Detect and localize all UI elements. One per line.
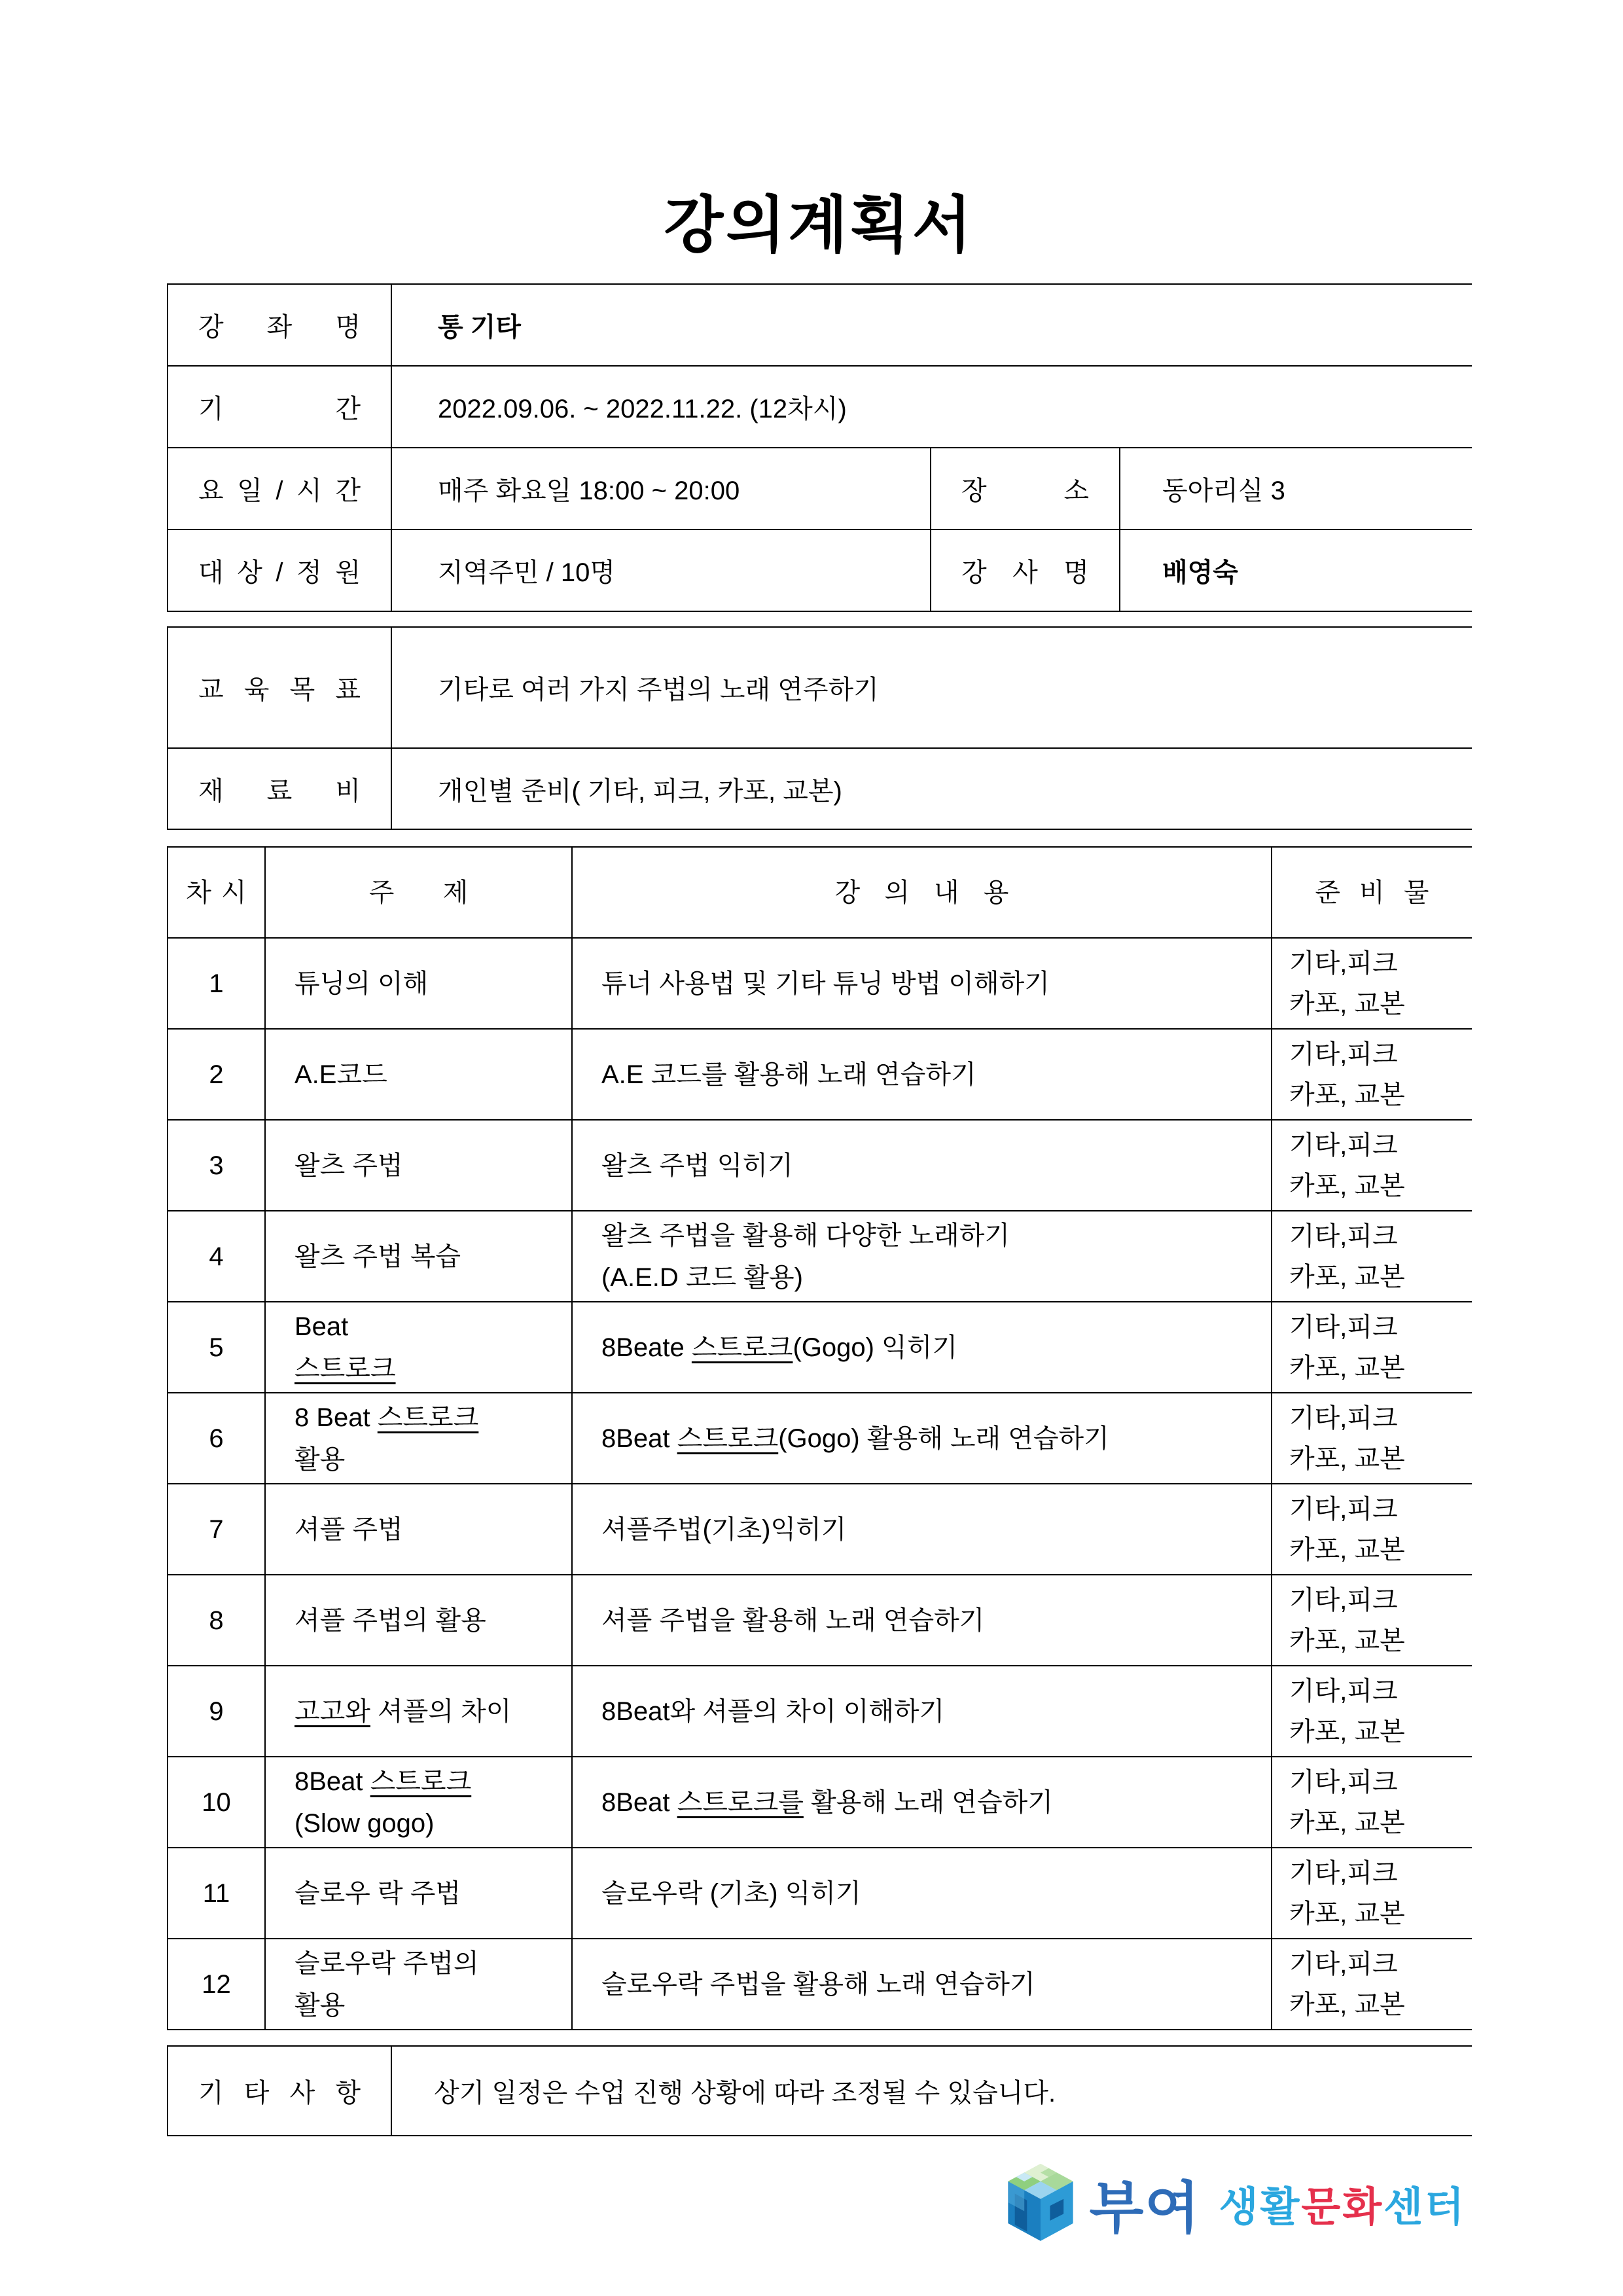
text: 튜너 사용법 및 기타 튜닝 방법 이해하기 (601, 969, 1050, 998)
cube-logo-icon (1007, 2164, 1075, 2242)
goal-label: 교 육 목 표 (168, 627, 391, 748)
session-topic (265, 1939, 572, 2030)
underlined-text: 스트로크 (677, 1424, 779, 1453)
schedule-row (168, 1575, 1472, 1666)
session-content (572, 1120, 1272, 1211)
target-capacity-value: 지역주민 / 10명 (391, 529, 931, 611)
text: 셔플의 차이 (370, 1696, 512, 1726)
underlined-text: 스트로크 (377, 1403, 479, 1432)
session-content (572, 938, 1272, 1029)
instructor-label: 강 사 명 (931, 529, 1120, 611)
table-row (168, 529, 1472, 611)
session-number: 1 (168, 938, 265, 1029)
session-topic (265, 1393, 572, 1484)
schedule-row (168, 1302, 1472, 1393)
session-materials (1272, 1575, 1472, 1666)
period-label: 기 간 (168, 366, 391, 448)
session-materials (1272, 938, 1472, 1029)
session-materials (1272, 1029, 1472, 1120)
brand-subtitle-part: 문화 (1301, 2184, 1384, 2230)
text: 셔플 주법 (294, 1515, 403, 1544)
session-topic (265, 1029, 572, 1120)
session-topic (265, 1211, 572, 1302)
header-content: 강 의 내 용 (572, 847, 1272, 938)
materials-line: 기타,피크 (1289, 1494, 1398, 1524)
materials-line: 기타,피크 (1289, 1403, 1398, 1433)
table-row (168, 284, 1472, 366)
session-content (572, 1211, 1272, 1302)
session-topic (265, 938, 572, 1029)
schedule-row (168, 1757, 1472, 1848)
text: 8Beat (601, 1424, 677, 1453)
text: 튜닝의 이해 (294, 969, 429, 998)
goal-fee-table (167, 626, 1472, 830)
session-number: 2 (168, 1029, 265, 1120)
text: (Gogo) 익히기 (793, 1333, 957, 1362)
schedule-header-row (168, 847, 1472, 938)
header-materials: 준 비 물 (1272, 847, 1472, 938)
materials-line: 카포, 교본 (1289, 1262, 1405, 1291)
text: 슬로우 락 주법 (294, 1878, 461, 1908)
schedule-row (168, 1939, 1472, 2030)
session-topic (265, 1484, 572, 1575)
material-fee-value: 개인별 준비( 기타, 피크, 카포, 교본) (391, 748, 1472, 829)
session-materials (1272, 1393, 1472, 1484)
table-row (168, 366, 1472, 448)
session-content (572, 1666, 1272, 1757)
session-number: 12 (168, 1939, 265, 2030)
schedule-row (168, 938, 1472, 1029)
text: 셔플 주법을 활용해 노래 연습하기 (601, 1605, 985, 1635)
course-name-value: 통 기타 (391, 284, 1472, 366)
materials-line: 기타,피크 (1289, 1767, 1398, 1797)
note-table (167, 2045, 1472, 2136)
brand-subtitle (1219, 2174, 1466, 2233)
text: Beat (294, 1312, 349, 1341)
materials-line: 카포, 교본 (1289, 1535, 1405, 1564)
brand-subtitle-part: 센터 (1383, 2184, 1466, 2230)
target-capacity-label: 대 상 / 정 원 (168, 529, 391, 611)
table-row (168, 627, 1472, 748)
text: 8Beat와 셔플의 차이 이해하기 (601, 1696, 945, 1726)
underlined-text: 스트로크 (370, 1767, 472, 1796)
session-materials (1272, 1848, 1472, 1939)
session-content (572, 1302, 1272, 1393)
materials-line: 기타,피크 (1289, 1039, 1398, 1069)
text: 활용해 노래 연습하기 (803, 1787, 1053, 1817)
materials-line: 카포, 교본 (1289, 1808, 1405, 1837)
schedule-row (168, 1029, 1472, 1120)
materials-line: 카포, 교본 (1289, 1444, 1405, 1473)
table-row (168, 448, 1472, 529)
session-topic (265, 1575, 572, 1666)
session-materials (1272, 1484, 1472, 1575)
materials-line: 기타,피크 (1289, 948, 1398, 978)
underlined-text: 스트로크를 (677, 1787, 804, 1817)
text: 왈츠 주법 복습 (294, 1242, 461, 1271)
course-info-table (167, 283, 1472, 612)
place-label: 장 소 (931, 448, 1120, 529)
materials-line: 카포, 교본 (1289, 1626, 1405, 1655)
materials-line: 기타,피크 (1289, 1858, 1398, 1888)
session-topic (265, 1302, 572, 1393)
text: (A.E.D 코드 활용) (601, 1263, 803, 1292)
text: A.E코드 (294, 1060, 387, 1089)
session-content (572, 1393, 1272, 1484)
text: 8 Beat (294, 1403, 378, 1432)
text: 왈츠 주법 (294, 1151, 403, 1180)
schedule-row (168, 1666, 1472, 1757)
course-name-label: 강 좌 명 (168, 284, 391, 366)
schedule-row (168, 1211, 1472, 1302)
schedule-row (168, 1393, 1472, 1484)
session-number: 7 (168, 1484, 265, 1575)
text: 슬로우락 주법을 활용해 노래 연습하기 (601, 1969, 1035, 1999)
session-materials (1272, 1939, 1472, 2030)
session-materials (1272, 1120, 1472, 1211)
goal-value: 기타로 여러 가지 주법의 노래 연주하기 (391, 627, 1472, 748)
session-content (572, 1575, 1272, 1666)
materials-line: 기타,피크 (1289, 1585, 1398, 1615)
text: 8Beate (601, 1333, 692, 1362)
session-number: 4 (168, 1211, 265, 1302)
schedule-row (168, 1484, 1472, 1575)
materials-line: 기타,피크 (1289, 1130, 1398, 1160)
day-time-label: 요 일 / 시 간 (168, 448, 391, 529)
session-number: 5 (168, 1302, 265, 1393)
materials-line: 기타,피크 (1289, 1949, 1398, 1979)
table-row (168, 748, 1472, 829)
materials-line: 카포, 교본 (1289, 1080, 1405, 1109)
brand-subtitle-part: 생활 (1219, 2184, 1302, 2230)
table-row (168, 2046, 1472, 2136)
text: A.E 코드를 활용해 노래 연습하기 (601, 1060, 976, 1089)
schedule-table (167, 846, 1472, 2030)
schedule-row (168, 1120, 1472, 1211)
text: (Slow gogo) (294, 1808, 435, 1838)
materials-line: 카포, 교본 (1289, 989, 1405, 1018)
text: 8Beat (601, 1787, 677, 1817)
session-materials (1272, 1666, 1472, 1757)
session-topic (265, 1666, 572, 1757)
materials-line: 카포, 교본 (1289, 1353, 1405, 1382)
session-content (572, 1757, 1272, 1848)
buyeo-center-logo (167, 2162, 1471, 2244)
text: (Gogo) 활용해 노래 연습하기 (778, 1424, 1109, 1453)
materials-line: 기타,피크 (1289, 1221, 1398, 1251)
underlined-text: 고고와 (294, 1696, 370, 1726)
session-content (572, 1848, 1272, 1939)
material-fee-label: 재 료 비 (168, 748, 391, 829)
brand-name: 부여 (1089, 2177, 1201, 2240)
day-time-value: 매주 화요일 18:00 ~ 20:00 (391, 448, 931, 529)
underlined-text: 스트로크 (294, 1354, 396, 1383)
text: 활용 (294, 1444, 346, 1474)
note-label: 기 타 사 항 (168, 2046, 391, 2136)
materials-line: 카포, 교본 (1289, 1717, 1405, 1746)
schedule-row (168, 1848, 1472, 1939)
text: 셔플 주법의 활용 (294, 1605, 486, 1635)
session-content (572, 1484, 1272, 1575)
session-content (572, 1029, 1272, 1120)
text: 왈츠 주법을 활용해 다양한 노래하기 (601, 1221, 1010, 1250)
page-title: 강의계획서 (664, 190, 974, 259)
text: 활용 (294, 1990, 346, 2020)
session-materials (1272, 1757, 1472, 1848)
materials-line: 카포, 교본 (1289, 1899, 1405, 1928)
header-session: 차 시 (168, 847, 265, 938)
session-number: 8 (168, 1575, 265, 1666)
text: 슬로우락 주법의 (294, 1948, 479, 1978)
session-topic (265, 1120, 572, 1211)
session-materials (1272, 1211, 1472, 1302)
session-number: 11 (168, 1848, 265, 1939)
text: 왈츠 주법 익히기 (601, 1151, 793, 1180)
materials-line: 카포, 교본 (1289, 1171, 1405, 1200)
underlined-text: 스트로크 (691, 1333, 793, 1362)
instructor-value: 배영숙 (1120, 529, 1472, 611)
materials-line: 기타,피크 (1289, 1312, 1398, 1342)
materials-line: 카포, 교본 (1289, 1990, 1405, 2019)
session-number: 9 (168, 1666, 265, 1757)
text: 슬로우락 (기초) 익히기 (601, 1878, 861, 1908)
session-materials (1272, 1302, 1472, 1393)
text: 8Beat (294, 1767, 370, 1796)
session-topic (265, 1848, 572, 1939)
session-topic (265, 1757, 572, 1848)
place-value: 동아리실 3 (1120, 448, 1472, 529)
session-number: 3 (168, 1120, 265, 1211)
note-value: 상기 일정은 수업 진행 상황에 따라 조정될 수 있습니다. (391, 2046, 1472, 2136)
period-value: 2022.09.06. ~ 2022.11.22. (12차시) (391, 366, 1472, 448)
session-number: 10 (168, 1757, 265, 1848)
session-content (572, 1939, 1272, 2030)
header-topic: 주 제 (265, 847, 572, 938)
text: 셔플주법(기초)익히기 (601, 1515, 847, 1544)
materials-line: 기타,피크 (1289, 1676, 1398, 1706)
session-number: 6 (168, 1393, 265, 1484)
